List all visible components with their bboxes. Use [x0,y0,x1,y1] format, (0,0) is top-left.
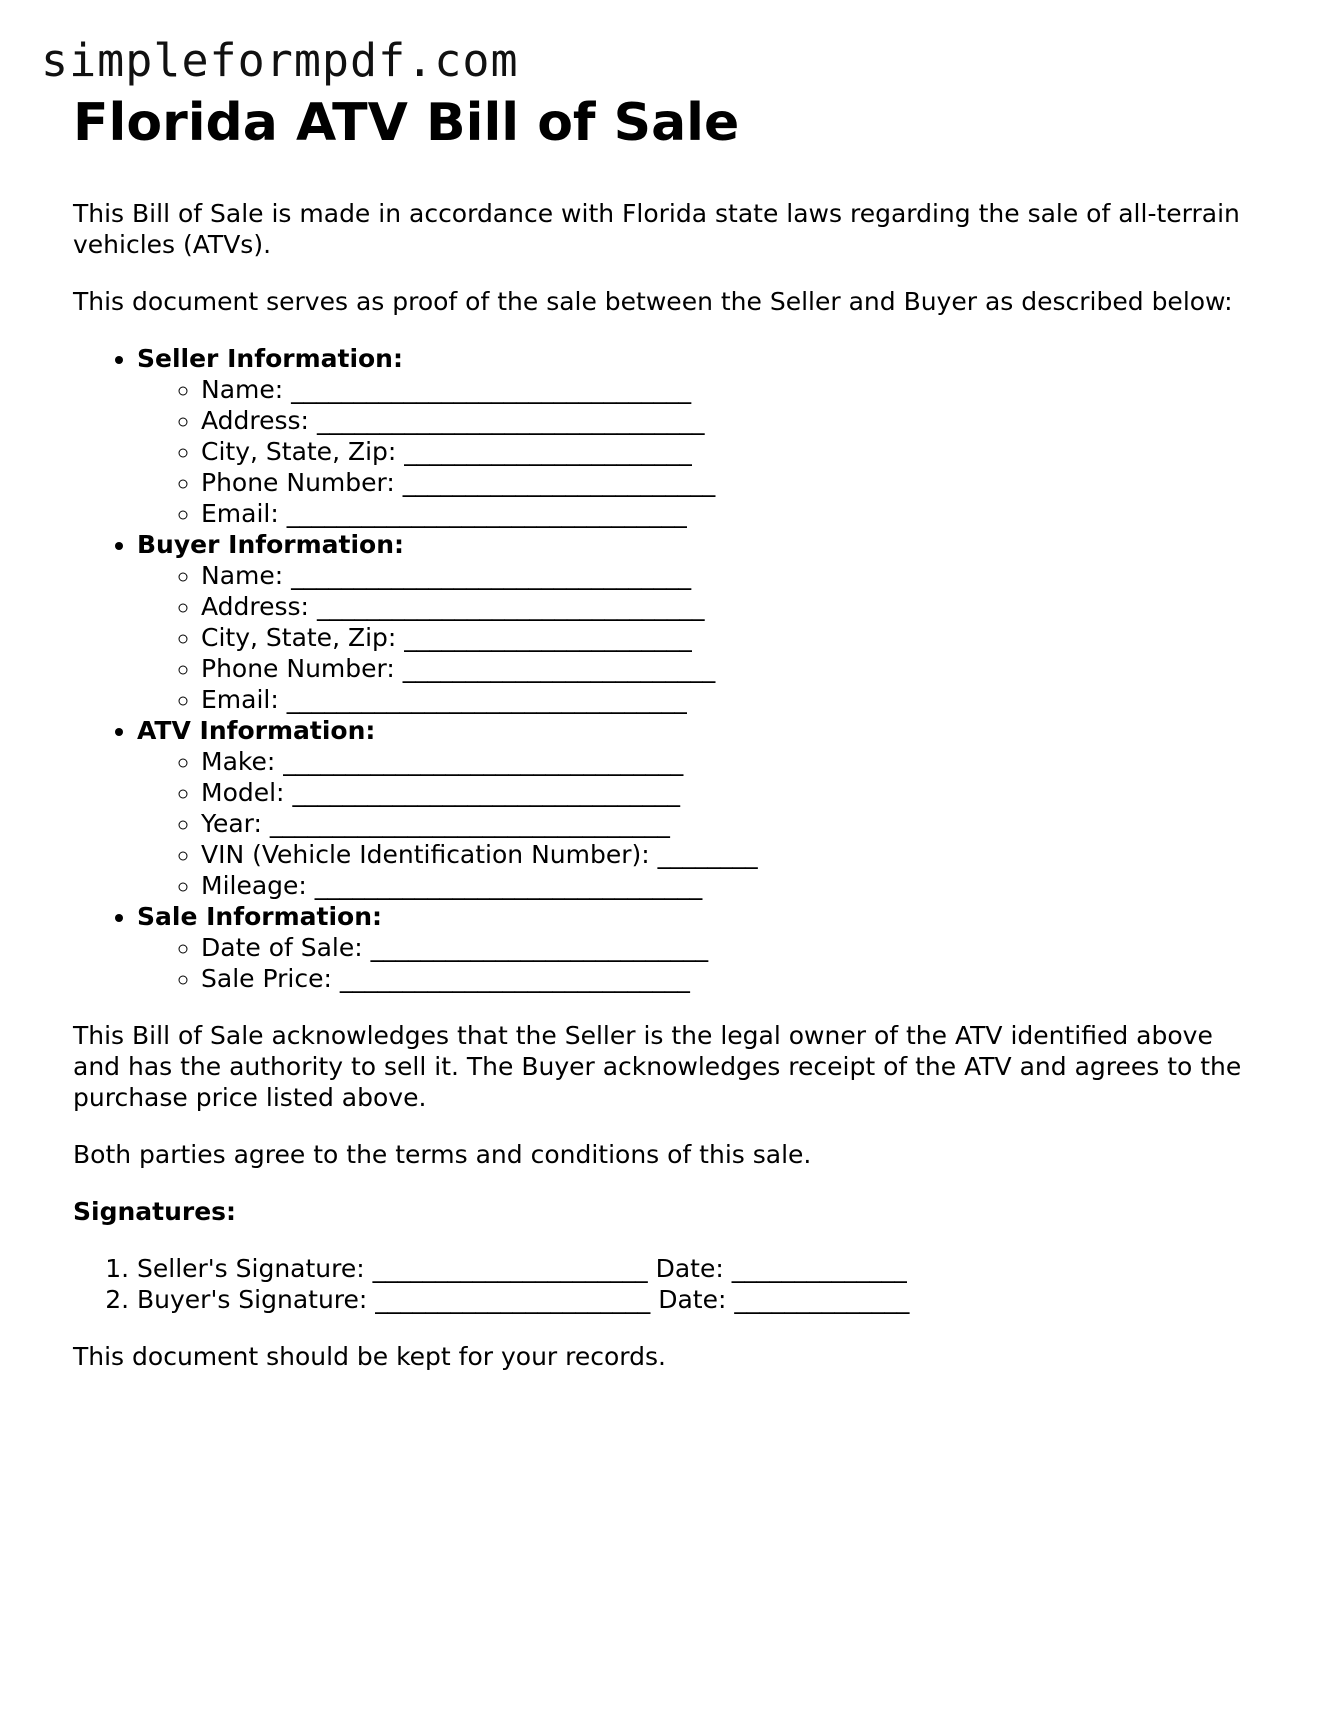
seller-phone-blank[interactable]: _________________________ [402,468,716,498]
field-label: Mileage: [201,871,307,901]
atv-year-blank[interactable]: ________________________________ [269,809,670,839]
field-atv-make [201,746,1253,777]
signatures-heading: Signatures: [73,1197,237,1227]
sale-fields [137,932,1253,994]
section-sale [137,901,1253,994]
field-label: Phone Number: [201,654,395,684]
field-atv-year [201,808,1253,839]
sections-list [73,343,1253,994]
intro-paragraph-proof: This document serves as proof of the sale between the Seller and Buyer as described below: [73,287,1233,317]
field-sale-date [201,932,1253,963]
field-label: Name: [201,375,284,405]
seller-signature-blank[interactable]: ______________________ [372,1254,648,1284]
sale-price-blank[interactable]: ____________________________ [339,964,690,994]
field-atv-vin [201,839,1253,870]
buyer-name-blank[interactable]: ________________________________ [291,561,692,591]
field-buyer-address [201,591,1253,622]
field-label: Email: [201,685,279,715]
atv-fields [137,746,1253,901]
section-seller [137,343,1253,529]
field-buyer-phone [201,653,1253,684]
field-label: VIN (Vehicle Identification Number): [201,840,650,870]
field-label: Address: [201,406,309,436]
bill-of-sale-document [73,92,1253,1372]
signatures-list [73,1253,1253,1315]
field-buyer-email [201,684,1253,715]
field-seller-name [201,374,1253,405]
field-label: Year: [201,809,262,839]
field-label: Phone Number: [201,468,395,498]
section-title: Seller Information: [137,344,403,374]
buyer-email-blank[interactable]: ________________________________ [286,685,687,715]
seller-date-blank[interactable]: ______________ [731,1254,907,1284]
acknowledgment-paragraph: This Bill of Sale acknowledges that the Seller is the legal owner of the ATV identified above and has the authority to sell it. The Buyer acknowledges receipt of the ATV and agrees to the purchase price listed above. [73,1021,1242,1113]
section-atv [137,715,1253,901]
intro-paragraph-laws: This Bill of Sale is made in accordance with Florida state laws regarding the sale of all-terrain vehicles (ATVs). [73,199,1240,260]
field-atv-mileage [201,870,1253,901]
field-label: Name: [201,561,284,591]
field-label: Model: [201,778,285,808]
section-title: Buyer Information: [137,530,405,560]
date-label: Date: [655,1254,724,1284]
field-label: Address: [201,592,309,622]
signature-label: Seller's Signature: [137,1254,365,1284]
field-sale-price [201,963,1253,994]
field-atv-model [201,777,1253,808]
seller-signature-line [137,1253,1253,1284]
buyer-signature-line [137,1284,1253,1315]
field-label: Sale Price: [201,964,332,994]
seller-city-state-zip-blank[interactable]: _______________________ [404,437,692,467]
section-title: Sale Information: [137,902,382,932]
site-watermark: simpleformpdf.com [41,34,519,87]
field-buyer-name [201,560,1253,591]
field-buyer-city-state-zip [201,622,1253,653]
seller-address-blank[interactable]: _______________________________ [316,406,705,436]
field-label: Make: [201,747,276,777]
buyer-date-blank[interactable]: ______________ [734,1285,910,1315]
field-seller-address [201,405,1253,436]
field-label: Date of Sale: [201,933,363,963]
date-label: Date: [658,1285,727,1315]
atv-mileage-blank[interactable]: _______________________________ [314,871,703,901]
field-seller-phone [201,467,1253,498]
field-seller-city-state-zip [201,436,1253,467]
field-label: Email: [201,499,279,529]
field-label: City, State, Zip: [201,437,397,467]
buyer-signature-blank[interactable]: ______________________ [375,1285,651,1315]
seller-email-blank[interactable]: ________________________________ [286,499,687,529]
seller-fields [137,374,1253,529]
field-label: City, State, Zip: [201,623,397,653]
atv-vin-blank[interactable]: ________ [657,840,758,870]
section-buyer [137,529,1253,715]
field-seller-email [201,498,1253,529]
buyer-city-state-zip-blank[interactable]: _______________________ [404,623,692,653]
atv-model-blank[interactable]: _______________________________ [292,778,680,808]
section-title: ATV Information: [137,716,376,746]
document-title: Florida ATV Bill of Sale [73,93,740,153]
buyer-address-blank[interactable]: _______________________________ [316,592,705,622]
buyer-phone-blank[interactable]: _________________________ [402,654,716,684]
buyer-fields [137,560,1253,715]
sale-date-blank[interactable]: ___________________________ [370,933,709,963]
records-note: This document should be kept for your records. [73,1342,666,1372]
agreement-paragraph: Both parties agree to the terms and conditions of this sale. [73,1140,812,1170]
atv-make-blank[interactable]: ________________________________ [283,747,684,777]
signature-label: Buyer's Signature: [137,1285,368,1315]
seller-name-blank[interactable]: ________________________________ [291,375,692,405]
